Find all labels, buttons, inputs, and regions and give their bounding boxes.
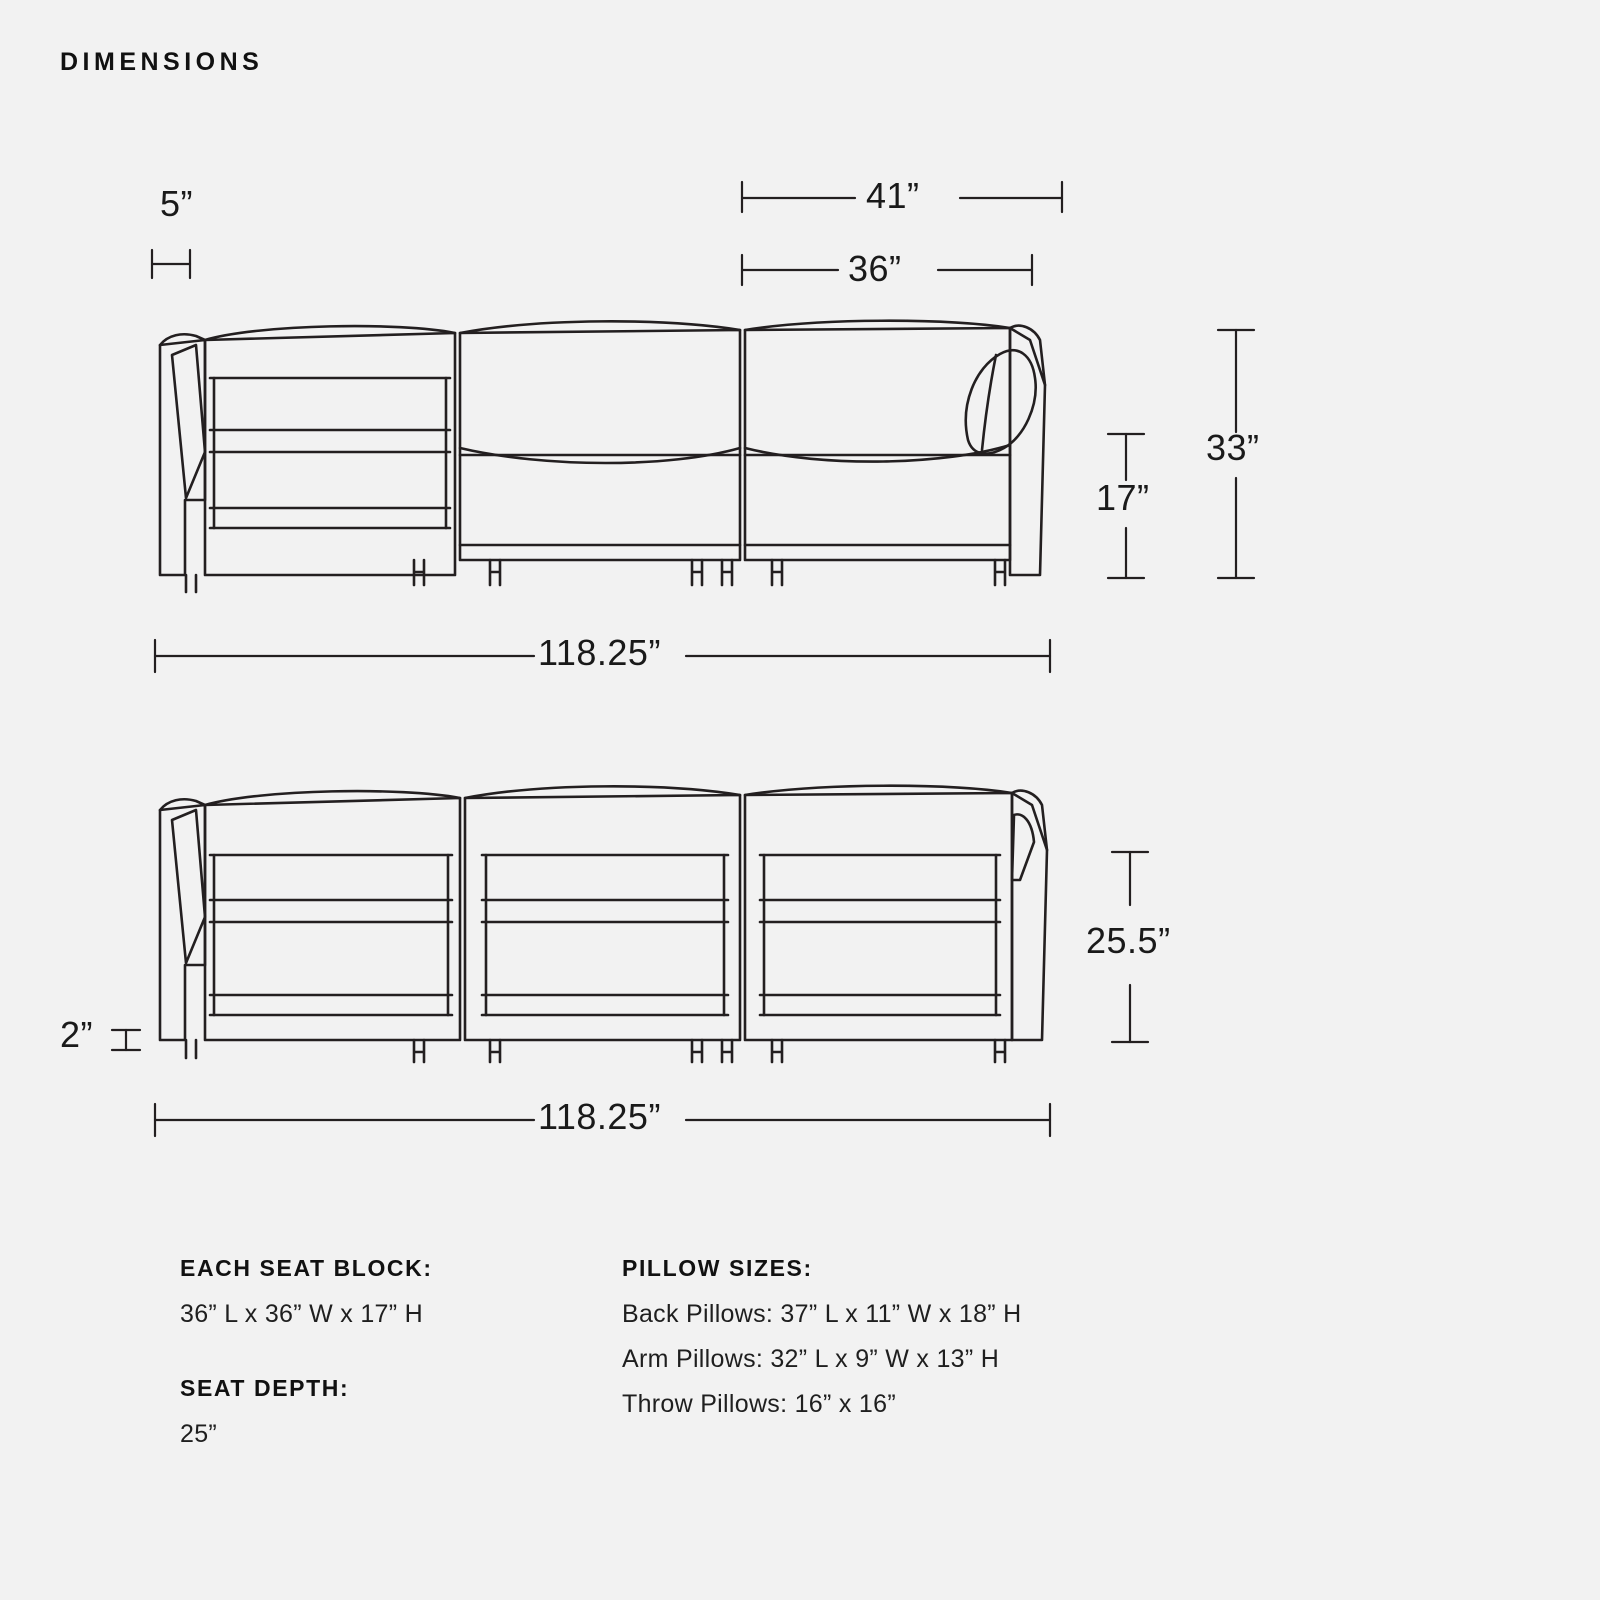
spec-group-seat-block (180, 1255, 580, 1329)
dim-module-inner-label: 36” (848, 248, 902, 289)
dim-overall-height-label: 33” (1206, 427, 1260, 468)
page-title: DIMENSIONS (60, 48, 264, 76)
dim-overall-width-front-label: 118.25” (538, 632, 661, 673)
spec-line-throw-pillows: Throw Pillows: 16” x 16” (622, 1390, 896, 1418)
spec-group-pillow-sizes (622, 1255, 1242, 1419)
spec-line-seat-block-dims: 36” L x 36” W x 17” H (180, 1300, 423, 1328)
spec-heading-pillow-sizes: PILLOW SIZES: (622, 1255, 813, 1281)
spec-heading-seat-depth: SEAT DEPTH: (180, 1375, 350, 1401)
spec-column-right (622, 1255, 1242, 1465)
spec-heading-seat-block: EACH SEAT BLOCK: (180, 1255, 433, 1281)
dim-module-outer-label: 41” (866, 175, 920, 216)
spec-line-arm-pillows: Arm Pillows: 32” L x 9” W x 13” H (622, 1345, 1000, 1373)
spec-group-seat-depth (180, 1375, 580, 1449)
dim-leg-height-label: 2” (60, 1014, 94, 1055)
spec-column-left (180, 1255, 580, 1495)
dim-back-height-label: 25.5” (1086, 920, 1171, 961)
spec-line-seat-depth-value: 25” (180, 1420, 218, 1448)
dim-overall-width-back-label: 118.25” (538, 1096, 661, 1137)
dim-arm-width-label: 5” (160, 183, 194, 224)
spec-line-back-pillows: Back Pillows: 37” L x 11” W x 18” H (622, 1300, 1022, 1328)
dim-seat-height-label: 17” (1096, 477, 1150, 518)
